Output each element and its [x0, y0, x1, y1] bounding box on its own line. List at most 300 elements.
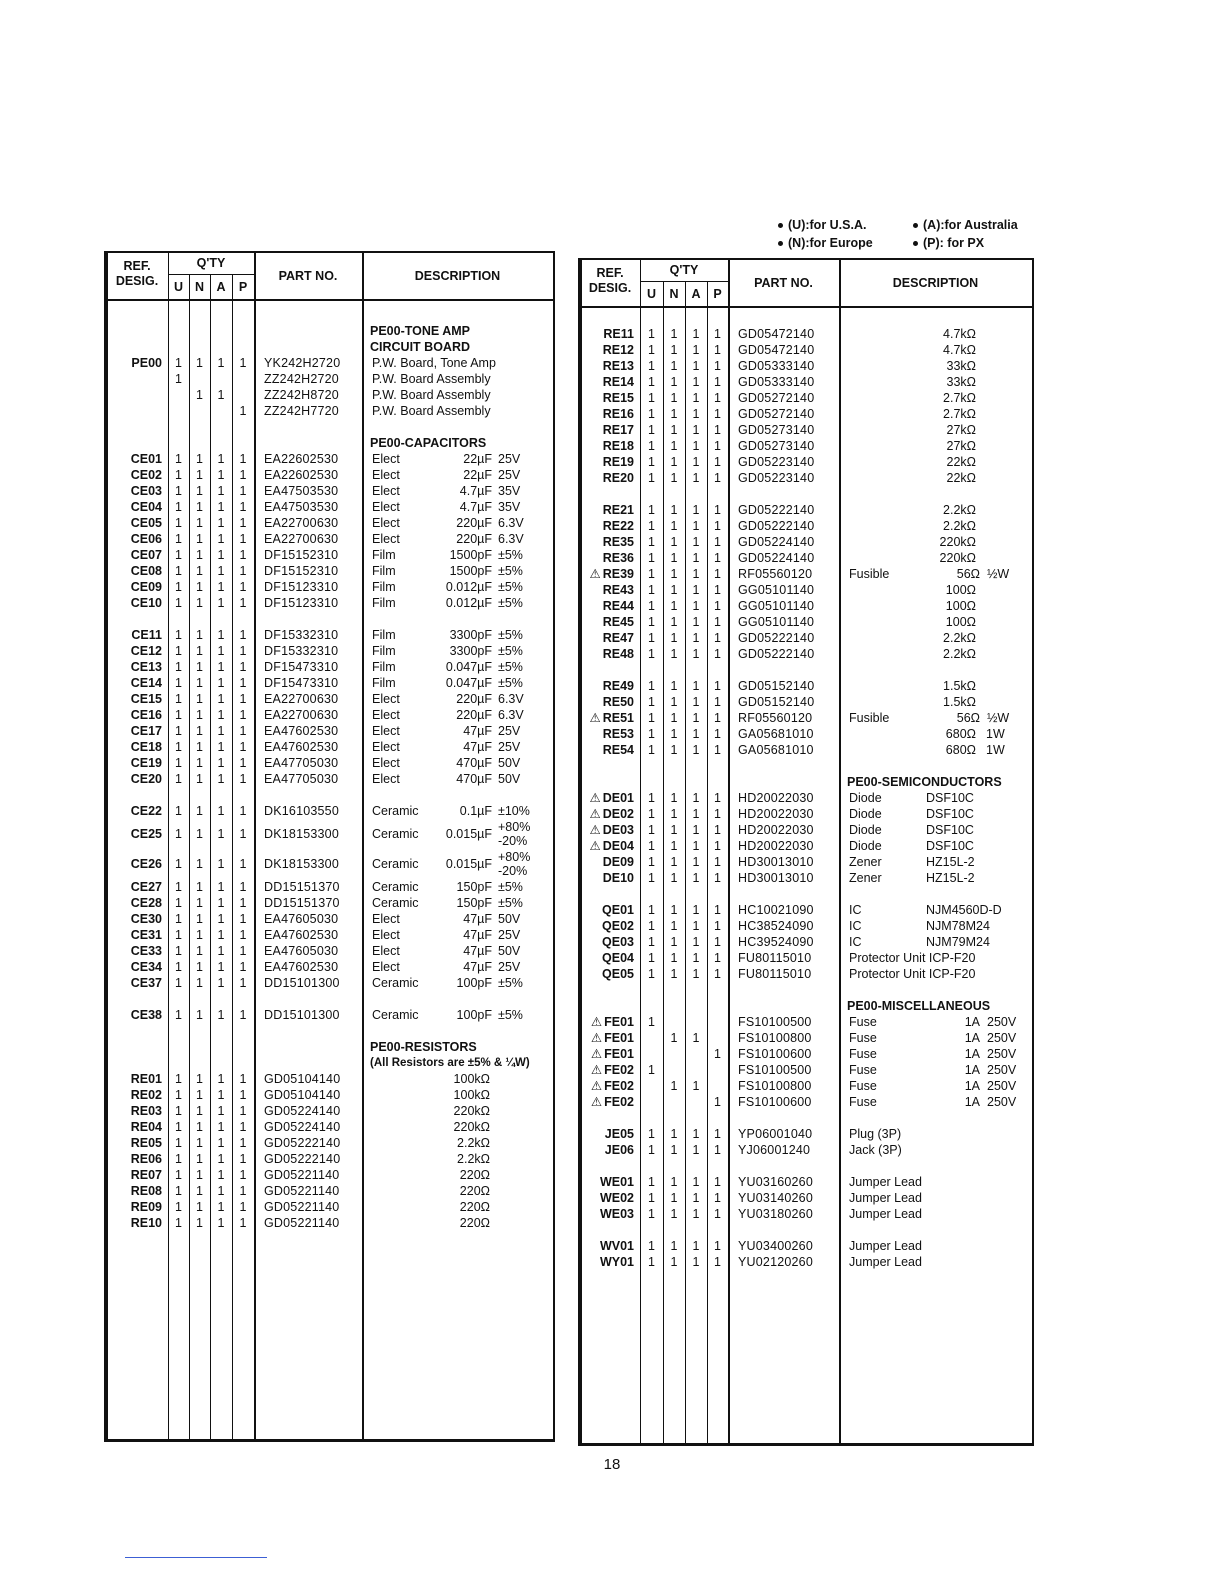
part-number: YP06001040 — [738, 1127, 813, 1141]
description-type: Jumper Lead — [849, 1175, 922, 1189]
description-value: 2.2kΩ — [943, 631, 976, 645]
part-number: EA47602530 — [264, 740, 339, 754]
qty-n: 1 — [196, 532, 203, 546]
ref-designator — [580, 902, 634, 918]
ref-code: RE44 — [602, 599, 634, 613]
qty-p: 1 — [714, 407, 721, 421]
description-value: 2.7kΩ — [943, 391, 976, 405]
qty-n: 1 — [670, 951, 678, 965]
part-number: FS10100800 — [738, 1079, 812, 1093]
ref-code: CE38 — [130, 1008, 162, 1022]
part-number: EA47705030 — [264, 772, 339, 786]
ref-designator — [106, 595, 162, 611]
table-row — [106, 563, 553, 579]
table-row — [580, 742, 1032, 758]
ref-designator — [580, 534, 634, 550]
qty-p: 1 — [239, 944, 247, 958]
qty-n: 1 — [670, 647, 678, 661]
table-row — [106, 1007, 553, 1023]
table-row — [106, 371, 553, 387]
qty-n: 1 — [196, 708, 203, 722]
description-value: 220µF — [456, 532, 492, 546]
part-number: GA05681010 — [738, 743, 814, 757]
description-type: Elect — [372, 468, 400, 482]
ref-designator — [106, 1151, 162, 1167]
ref-code: DE02 — [602, 807, 634, 821]
qty-a: 1 — [692, 1191, 700, 1205]
ref-designator — [580, 1014, 634, 1030]
table-row — [580, 614, 1032, 630]
table-row — [106, 975, 553, 991]
description-type: Elect — [372, 532, 400, 546]
description-rating: ±5% — [498, 896, 523, 910]
description-value: 1.5kΩ — [943, 695, 976, 709]
description-value: 150pF — [456, 880, 492, 894]
qty-a: 1 — [217, 960, 225, 974]
ref-code: RE36 — [602, 551, 634, 565]
ref-designator — [106, 1215, 162, 1231]
part-number: YU02120260 — [738, 1255, 813, 1269]
qty-p: 1 — [714, 967, 721, 981]
ref-code: CE05 — [130, 516, 162, 530]
qty-u: 1 — [648, 535, 655, 549]
qty-a: 1 — [692, 1143, 700, 1157]
description-type: P.W. Board Assembly — [372, 372, 491, 386]
table-row — [580, 1206, 1032, 1222]
qty-n: 1 — [670, 743, 678, 757]
part-number: DF15123310 — [264, 596, 339, 610]
ref-code: CE14 — [130, 676, 162, 690]
ref-designator — [106, 1007, 162, 1023]
part-number: FS10100600 — [738, 1095, 812, 1109]
table-row — [580, 438, 1032, 454]
description-type: Elect — [372, 484, 400, 498]
description-value: 56Ω — [956, 711, 980, 725]
qty-p: 1 — [714, 743, 721, 757]
table-row — [580, 934, 1032, 950]
description-rating: 250V — [987, 1015, 1017, 1029]
qty-p: 1 — [239, 827, 247, 841]
qty-p: 1 — [239, 644, 247, 658]
qty-n: 1 — [196, 468, 203, 482]
description-type: Ceramic — [372, 1008, 419, 1022]
qty-a: 1 — [692, 391, 700, 405]
ref-designator — [580, 422, 634, 438]
qty-u: 1 — [175, 1184, 182, 1198]
part-number: GD05222140 — [738, 631, 815, 645]
table-row — [580, 326, 1032, 342]
section-title: PE00-CAPACITORS — [370, 436, 487, 450]
part-number: RF05560120 — [738, 711, 813, 725]
description-type: Zener — [849, 855, 882, 869]
description-type: Jack (3P) — [849, 1143, 902, 1157]
qty-u: 1 — [175, 1136, 182, 1150]
description-rating: 50V — [498, 772, 521, 786]
ref-code: RE51 — [602, 711, 634, 725]
description-type: Protector Unit ICP-F20 — [849, 967, 976, 981]
part-number: GG05101140 — [738, 583, 815, 597]
table-row — [580, 454, 1032, 470]
table-row — [580, 822, 1032, 838]
region-legend-2 — [913, 216, 1018, 252]
part-number: YU03180260 — [738, 1207, 813, 1221]
table-row — [106, 849, 553, 879]
qty-n: 1 — [670, 935, 678, 949]
qty-n: 1 — [196, 1216, 203, 1230]
qty-u: 1 — [648, 615, 655, 629]
ref-code: RE10 — [130, 1216, 162, 1230]
qty-u: 1 — [648, 327, 655, 341]
description-value: 27kΩ — [946, 439, 976, 453]
qty-p: 1 — [714, 855, 721, 869]
description-value: 2.7kΩ — [943, 407, 976, 421]
qty-a: 1 — [692, 807, 700, 821]
qty-n: 1 — [196, 516, 203, 530]
ref-code: CE26 — [130, 857, 162, 871]
description-value: 22µF — [463, 452, 492, 466]
description-rating: ±5% — [498, 1008, 523, 1022]
table-row — [580, 838, 1032, 854]
part-number: HC38524090 — [738, 919, 814, 933]
ref-code: JE06 — [604, 1143, 634, 1157]
ref-code: RE45 — [602, 615, 634, 629]
qty-n: 1 — [196, 960, 203, 974]
qty-p: 1 — [239, 628, 247, 642]
qty-n: 1 — [196, 1168, 203, 1182]
safety-warning-icon: ⚠ — [590, 1031, 603, 1045]
part-number: EA47605030 — [264, 912, 339, 926]
description-value: 47µF — [463, 740, 492, 754]
region-legend — [778, 216, 873, 252]
header-divider — [580, 306, 1032, 308]
description-model: DSF10C — [926, 807, 974, 821]
ref-code: RE04 — [130, 1120, 162, 1134]
part-number: EA22700630 — [264, 708, 339, 722]
part-number: GD05221140 — [264, 1200, 340, 1214]
ref-designator — [106, 675, 162, 691]
part-number: GD05104140 — [264, 1072, 341, 1086]
ref-code: CE03 — [130, 484, 162, 498]
part-number: DK16103550 — [264, 804, 339, 818]
qty-p: 1 — [714, 919, 721, 933]
section-heading — [106, 435, 553, 451]
qty-u: 1 — [648, 567, 655, 581]
qty-p: 1 — [714, 503, 721, 517]
table-row — [580, 710, 1032, 726]
header-qty: Q'TY — [196, 256, 226, 270]
table-row — [580, 390, 1032, 406]
ref-code: RE08 — [130, 1184, 162, 1198]
table-row — [580, 966, 1032, 982]
qty-u: 1 — [175, 1120, 182, 1134]
description-value: 220µF — [456, 516, 492, 530]
qty-u: 1 — [175, 928, 182, 942]
ref-code: RE05 — [130, 1136, 162, 1150]
table-row — [106, 1199, 553, 1215]
table-row — [580, 342, 1032, 358]
qty-u: 1 — [648, 519, 655, 533]
description-value: 220Ω — [459, 1168, 490, 1182]
qty-a: 1 — [692, 535, 700, 549]
qty-n: 1 — [670, 359, 678, 373]
table-row — [580, 422, 1032, 438]
part-number: DF15473310 — [264, 676, 339, 690]
description-rating: 25V — [498, 740, 521, 754]
part-number: HC39524090 — [738, 935, 814, 949]
header-divider — [106, 299, 553, 301]
qty-a: 1 — [692, 951, 700, 965]
section-title: (All Resistors are ±5% & ¼W) — [370, 1057, 530, 1069]
qty-p: 1 — [239, 532, 247, 546]
qty-a: 1 — [692, 343, 700, 357]
qty-u: 1 — [648, 791, 655, 805]
ref-designator — [580, 934, 634, 950]
description-type: Ceramic — [372, 857, 419, 871]
part-number: DD15101300 — [264, 976, 340, 990]
description-value: 150pF — [456, 896, 492, 910]
description-type: Fuse — [849, 1031, 877, 1045]
ref-designator — [106, 515, 162, 531]
qty-n: 1 — [670, 1143, 678, 1157]
table-row — [106, 1151, 553, 1167]
table-row — [580, 1014, 1032, 1030]
ref-designator — [106, 959, 162, 975]
description-value: 4.7µF — [459, 500, 492, 514]
section-heading — [580, 998, 1032, 1014]
qty-p: 1 — [714, 727, 721, 741]
ref-designator — [580, 358, 634, 374]
qty-n: 1 — [670, 1255, 678, 1269]
legend-item-usa: (U):for U.S.A. — [778, 216, 873, 234]
table-row — [106, 927, 553, 943]
description-rating: 1W — [986, 727, 1005, 741]
description-type: Film — [372, 660, 396, 674]
part-number: EA47503530 — [264, 484, 339, 498]
qty-a: 1 — [692, 615, 700, 629]
ref-designator — [106, 547, 162, 563]
description-rating: 1W — [986, 743, 1005, 757]
description-rating: 250V — [987, 1095, 1017, 1109]
description-type: Fuse — [849, 1095, 877, 1109]
qty-p: 1 — [714, 807, 721, 821]
ref-designator — [580, 1238, 634, 1254]
ref-code: RE01 — [130, 1072, 162, 1086]
table-row — [106, 467, 553, 483]
section-heading — [106, 1055, 553, 1071]
qty-u: 1 — [175, 644, 182, 658]
qty-a: 1 — [217, 827, 225, 841]
qty-a: 1 — [692, 711, 700, 725]
qty-p: 1 — [239, 912, 247, 926]
header-ref: REF. — [596, 266, 624, 280]
part-number: GD05222140 — [738, 503, 815, 517]
bullet-icon — [913, 223, 918, 228]
section-title: CIRCUIT BOARD — [370, 340, 470, 354]
description-rating: 25V — [498, 724, 521, 738]
table-row — [106, 1087, 553, 1103]
parts-table-right — [578, 258, 1034, 1446]
table-row — [580, 598, 1032, 614]
part-number: DF15123310 — [264, 580, 339, 594]
qty-p: 1 — [239, 500, 247, 514]
header-n: N — [194, 280, 205, 294]
part-number: GD05221140 — [264, 1168, 340, 1182]
ref-code: JE05 — [604, 1127, 634, 1141]
ref-designator — [106, 1167, 162, 1183]
description-type: Elect — [372, 944, 400, 958]
ref-designator — [106, 355, 162, 371]
qty-p: 1 — [239, 516, 247, 530]
description-type: Film — [372, 564, 396, 578]
table-row — [106, 755, 553, 771]
ref-code: CE33 — [130, 944, 162, 958]
qty-u: 1 — [175, 1152, 182, 1166]
qty-n: 1 — [670, 807, 678, 821]
description-rating: ±5% — [498, 676, 523, 690]
table-row — [106, 579, 553, 595]
description-rating: ±5% — [498, 880, 523, 894]
qty-p: 1 — [714, 439, 721, 453]
ref-code: WE02 — [599, 1191, 634, 1205]
header-p: P — [238, 280, 248, 294]
description-type: Elect — [372, 724, 400, 738]
qty-header-divider — [168, 274, 254, 275]
qty-a: 1 — [692, 647, 700, 661]
description-type: Elect — [372, 516, 400, 530]
part-number: RF05560120 — [738, 567, 813, 581]
description-value: 56Ω — [956, 567, 980, 581]
part-number: EA47705030 — [264, 756, 339, 770]
qty-u: 1 — [648, 711, 655, 725]
qty-p: 1 — [239, 1008, 247, 1022]
description-type: Ceramic — [372, 804, 419, 818]
qty-n: 1 — [670, 599, 678, 613]
qty-p: 1 — [239, 692, 247, 706]
header-u: U — [646, 287, 657, 301]
qty-p: 1 — [714, 599, 721, 613]
table-row — [106, 1135, 553, 1151]
ref-code: WE03 — [599, 1207, 634, 1221]
qty-n: 1 — [670, 1127, 678, 1141]
ref-designator — [106, 643, 162, 659]
header-description: DESCRIPTION — [892, 276, 979, 290]
table-row — [580, 726, 1032, 742]
qty-u: 1 — [648, 583, 655, 597]
qty-a: 1 — [217, 484, 225, 498]
ref-code: CE28 — [130, 896, 162, 910]
part-number: YU03400260 — [738, 1239, 813, 1253]
qty-n: 1 — [196, 484, 203, 498]
ref-designator — [106, 943, 162, 959]
ref-designator — [106, 1119, 162, 1135]
part-number: EA47503530 — [264, 500, 339, 514]
ref-code: RE50 — [602, 695, 634, 709]
ref-designator — [580, 726, 634, 742]
table-row — [106, 819, 553, 849]
qty-p: 1 — [714, 567, 721, 581]
qty-u: 1 — [175, 692, 182, 706]
description-type: P.W. Board Assembly — [372, 404, 491, 418]
description-value: 100kΩ — [453, 1072, 490, 1086]
ref-code: CE11 — [131, 628, 162, 642]
section-title: PE00-SEMICONDUCTORS — [847, 775, 1002, 789]
qty-n: 1 — [670, 1079, 678, 1093]
part-number: GG05101140 — [738, 615, 815, 629]
ref-code: CE09 — [130, 580, 162, 594]
ref-code: RE53 — [602, 727, 634, 741]
table-row — [106, 483, 553, 499]
description-value: 1A — [964, 1063, 980, 1077]
description-model: NJM4560D-D — [926, 903, 1002, 917]
qty-a: 1 — [692, 551, 700, 565]
qty-u: 1 — [175, 596, 182, 610]
description-value: 0.012µF — [445, 580, 492, 594]
ref-code: WV01 — [599, 1239, 634, 1253]
qty-a: 1 — [217, 804, 225, 818]
qty-u: 1 — [648, 679, 655, 693]
description-value: 47µF — [463, 912, 492, 926]
qty-n: 1 — [196, 1184, 203, 1198]
part-number: GD05224140 — [738, 551, 815, 565]
part-number: GD05224140 — [264, 1120, 341, 1134]
description-type: Fuse — [849, 1079, 877, 1093]
ref-designator — [106, 707, 162, 723]
ref-designator — [106, 803, 162, 819]
ref-designator — [580, 550, 634, 566]
part-number: GD05223140 — [738, 471, 815, 485]
section-title: PE00-TONE AMP — [370, 324, 471, 338]
qty-u: 1 — [175, 708, 182, 722]
description-rating: 25V — [498, 468, 521, 482]
ref-code: CE06 — [130, 532, 162, 546]
description-value: 220kΩ — [453, 1104, 490, 1118]
qty-a: 1 — [217, 388, 225, 402]
qty-a: 1 — [217, 912, 225, 926]
ref-designator — [580, 1174, 634, 1190]
ref-code: CE08 — [130, 564, 162, 578]
qty-n: 1 — [196, 1072, 203, 1086]
qty-u: 1 — [175, 484, 182, 498]
qty-n: 1 — [670, 855, 678, 869]
description-rating: 250V — [987, 1047, 1017, 1061]
part-number: DK18153300 — [264, 857, 339, 871]
part-number: DD15101300 — [264, 1008, 340, 1022]
ref-designator — [580, 374, 634, 390]
description-value: 220kΩ — [939, 551, 976, 565]
ref-designator — [580, 646, 634, 662]
qty-a: 1 — [217, 1072, 225, 1086]
header-part-no: PART NO. — [754, 276, 813, 290]
ref-designator — [106, 1087, 162, 1103]
qty-u: 1 — [175, 944, 182, 958]
qty-u: 1 — [648, 695, 655, 709]
part-number: HD20022030 — [738, 807, 814, 821]
table-row — [580, 566, 1032, 582]
ref-code: RE12 — [602, 343, 634, 357]
table-row — [106, 675, 553, 691]
ref-code: FE01 — [604, 1015, 634, 1029]
qty-u: 1 — [648, 631, 655, 645]
ref-code: RE02 — [130, 1088, 162, 1102]
description-type: IC — [849, 903, 862, 917]
description-type: Elect — [372, 692, 400, 706]
ref-designator — [580, 1254, 634, 1270]
ref-designator — [580, 1094, 634, 1110]
qty-p: 1 — [714, 327, 721, 341]
qty-a: 1 — [217, 1104, 225, 1118]
ref-code: RE43 — [602, 583, 634, 597]
qty-u: 1 — [648, 343, 655, 357]
